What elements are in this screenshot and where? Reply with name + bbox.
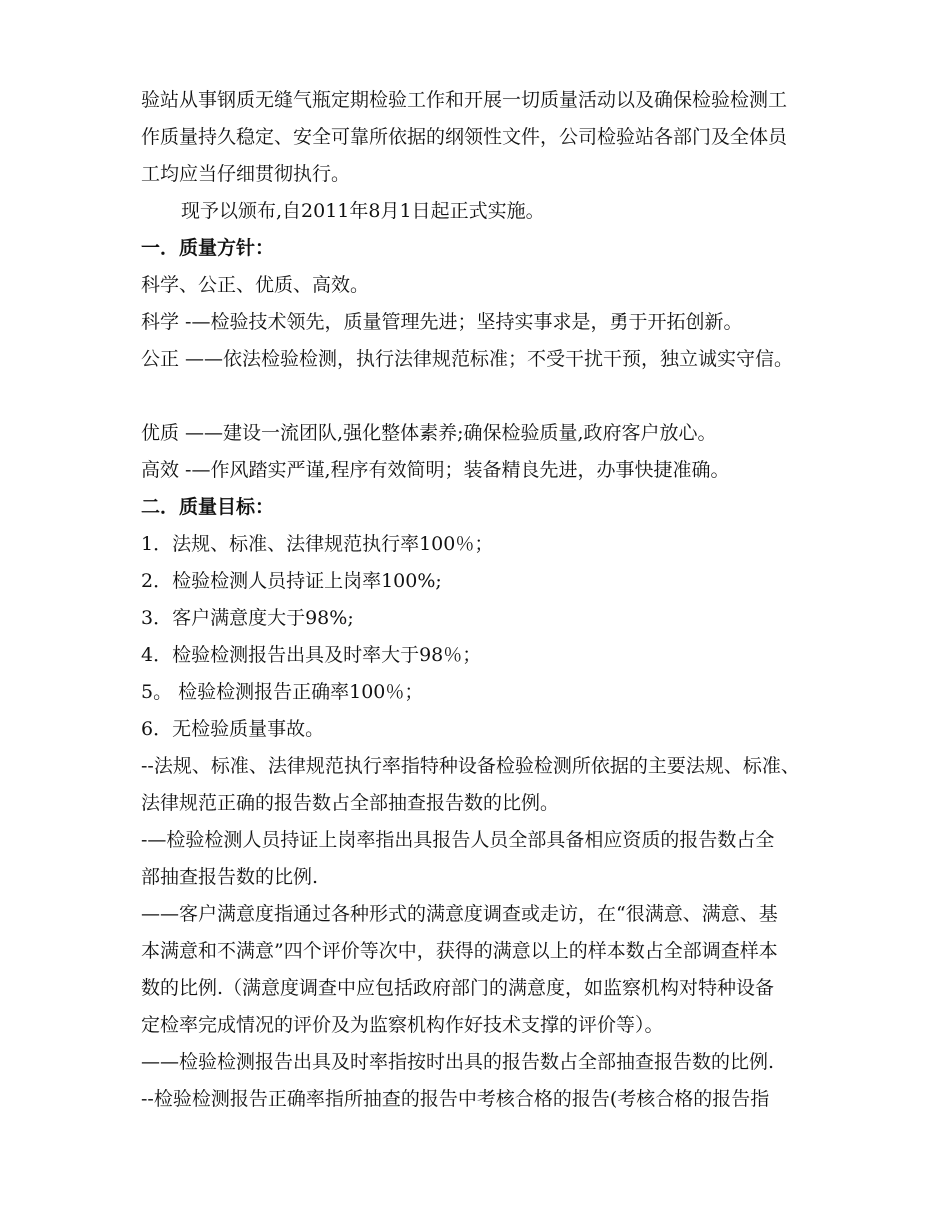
definition-line-1: --法规、标准、法律规范执行率指特种设备检验检测所依据的主要法规、标准、 [141, 755, 800, 777]
policy-item-science: 科学 -—检验技术领先，质量管理先进；坚持实事求是，勇于开拓创新。 [141, 311, 743, 333]
policy-item-quality: 优质 ——建设一流团队,强化整体素养;确保检验质量,政府客户放心。 [141, 422, 717, 444]
policy-summary: 科学、公正、优质、高效。 [141, 274, 370, 296]
goal-item-4: 4．检验检测报告出具及时率大于98％； [141, 644, 482, 666]
definition-line-9: ——检验检测报告出具及时率指按时出具的报告数占全部抽查报告数的比例. [141, 1051, 775, 1073]
definition-line-2: 法律规范正确的报告数占全部抽查报告数的比例。 [141, 792, 560, 814]
policy-item-efficiency: 高效 -—作风踏实严谨,程序有效简明；装备精良先进，办事快捷准确。 [141, 459, 730, 481]
document-body [141, 82, 901, 1118]
section1-heading: 一．质量方针： [141, 237, 275, 259]
goal-item-6: 6．无检验质量事故。 [141, 718, 325, 740]
definition-line-4: 部抽查报告数的比例. [141, 866, 319, 888]
intro-line-1: 验站从事钢质无缝气瓶定期检验工作和开展一切质量活动以及确保检验检测工 [141, 89, 788, 111]
definition-line-8: 定检率完成情况的评价及为监察机构作好技术支撑的评价等）。 [141, 1014, 664, 1036]
effective-notice: 现予以颁布,自2011年8月1日起正式实施。 [181, 200, 545, 222]
intro-line-3: 工均应当仔细贯彻执行。 [141, 163, 351, 185]
definition-line-3: -—检验检测人员持证上岗率指出具报告人员全部具备相应资质的报告数占全 [141, 829, 775, 851]
goal-item-2: 2．检验检测人员持证上岗率100%; [141, 570, 442, 592]
goal-item-3: 3．客户满意度大于98%; [141, 607, 354, 629]
definition-line-5: ——客户满意度指通过各种形式的满意度调查或走访，在“很满意、满意、基 [141, 903, 778, 925]
policy-item-justice: 公正 ——依法检验检测，执行法律规范标准；不受干扰干预，独立诚实守信。 [141, 348, 794, 370]
definition-line-10: --检验检测报告正确率指所抽查的报告中考核合格的报告(考核合格的报告指 [141, 1088, 770, 1110]
goal-item-1: 1．法规、标准、法律规范执行率100％； [141, 533, 494, 555]
definition-line-6: 本满意和不满意”四个评价等次中，获得的满意以上的样本数占全部调查样本 [141, 940, 778, 962]
definition-line-7: 数的比例.（满意度调查中应包括政府部门的满意度，如监察机构对特种设备 [141, 977, 775, 999]
goal-item-5: 5。 检验检测报告正确率100％； [141, 681, 424, 703]
intro-line-2: 作质量持久稳定、安全可靠所依据的纲领性文件，公司检验站各部门及全体员 [141, 126, 788, 148]
blank-line [141, 378, 901, 415]
section2-heading: 二．质量目标： [141, 496, 275, 518]
